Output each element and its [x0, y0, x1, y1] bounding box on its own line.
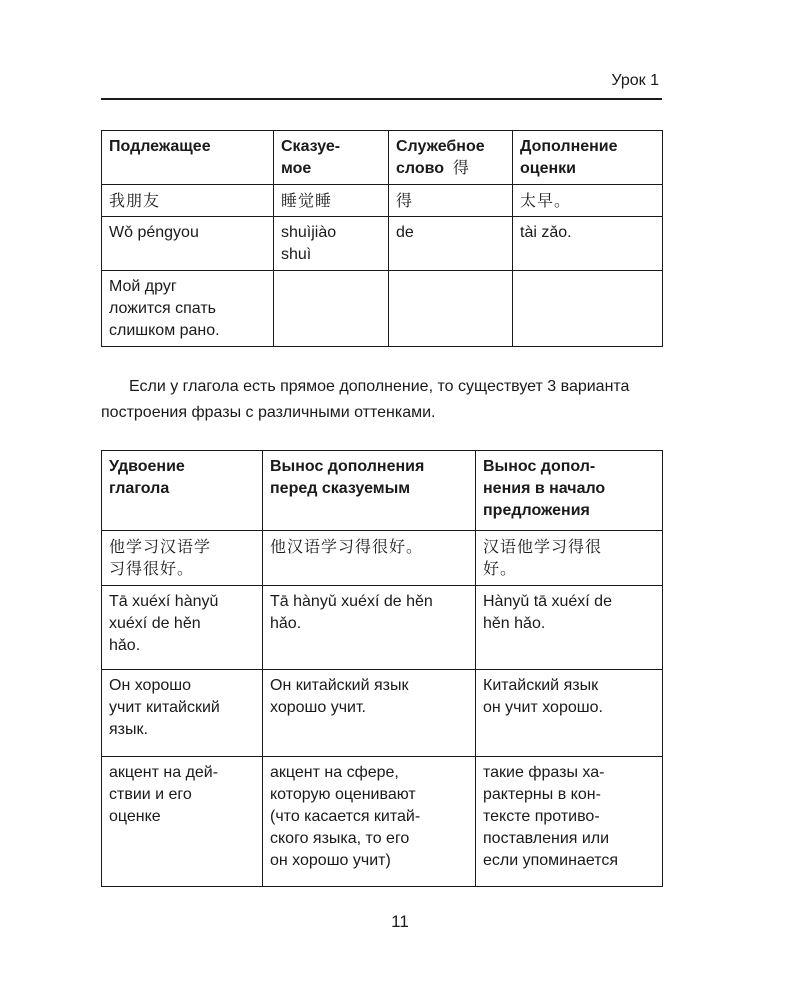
table-cell: Он хорошо учит китайский язык. [102, 670, 263, 757]
table-cell [274, 271, 389, 347]
table-header-cell: Подлежащее [102, 131, 274, 185]
table-row [102, 757, 663, 887]
table-header-cell: Служебное слово 得 [389, 131, 513, 185]
table-cell: 得 [389, 185, 513, 217]
table-cell: Китайский язык он учит хорошо. [476, 670, 663, 757]
table-cell: 汉语他学习得很 好。 [476, 531, 663, 586]
table-row [102, 670, 663, 757]
table-header-cell: Вынос дополнения перед сказуемым [263, 451, 476, 531]
table-cell: 睡觉睡 [274, 185, 389, 217]
table-cell: акцент на сфере, которую оценивают (что касается китай- ского языка, то его он хорошо учит) [263, 757, 476, 887]
table-row [102, 185, 663, 217]
table-cell: de [389, 217, 513, 271]
table-header-row [102, 131, 663, 185]
table-particle-de [101, 130, 663, 347]
table-row [102, 217, 663, 271]
table-cell: Hànyǔ tā xuéxí de hěn hǎo. [476, 586, 663, 670]
table-header-cell: Удвоение глагола [102, 451, 263, 531]
table-cell: 他学习汉语学 习得很好。 [102, 531, 263, 586]
header-divider [101, 98, 662, 100]
table-cell: Tā hànyǔ xuéxí de hěn hǎo. [263, 586, 476, 670]
table-object-variants [101, 450, 663, 887]
table-cell: 太早。 [513, 185, 663, 217]
table-cell: 他汉语学习得很好。 [263, 531, 476, 586]
table-header-cell: Дополнение оценки [513, 131, 663, 185]
table-cell: tài zǎo. [513, 217, 663, 271]
table-row [102, 271, 663, 347]
table-cell [513, 271, 663, 347]
table-cell: акцент на дей- ствии и его оценке [102, 757, 263, 887]
table-cell: Он китайский язык хорошо учит. [263, 670, 476, 757]
table-cell: shuìjiào shuì [274, 217, 389, 271]
table-header-cell: Вынос допол- нения в начало предложения [476, 451, 663, 531]
table-row [102, 586, 663, 670]
table-cell: такие фразы ха- рактерны в кон- тексте противо- поставления или если упоминается [476, 757, 663, 887]
table-header-row [102, 451, 663, 531]
table-row [102, 531, 663, 586]
table-cell [389, 271, 513, 347]
table-header-cell: Сказуе- мое [274, 131, 389, 185]
page-number: 11 [391, 912, 409, 931]
table-cell: Tā xuéxí hànyǔ xuéxí de hěn hǎo. [102, 586, 263, 670]
table-cell: 我朋友 [102, 185, 274, 217]
table-cell: Мой друг ложится спать слишком рано. [102, 271, 274, 347]
body-paragraph: Если у глагола есть прямое дополнение, то существует 3 варианта построения фразы с различными оттенками. [101, 378, 630, 421]
table-cell: Wǒ péngyou [102, 217, 274, 271]
lesson-header: Урок 1 [611, 72, 659, 89]
